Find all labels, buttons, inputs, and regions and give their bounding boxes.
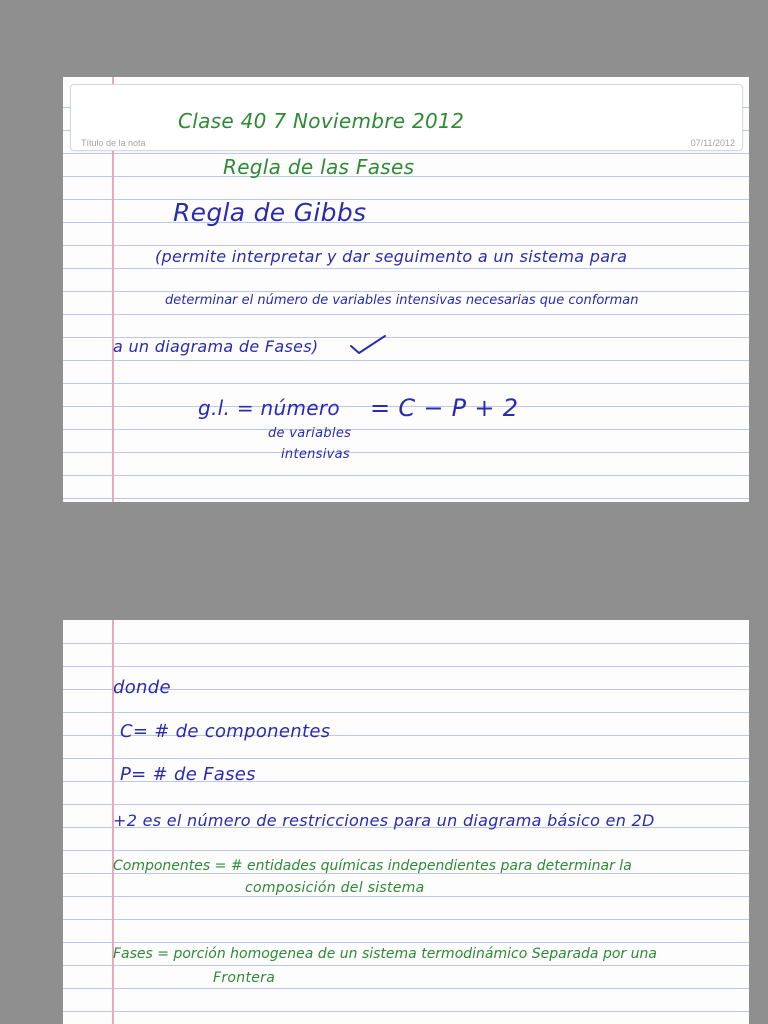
description-line-2: determinar el número de variables intensivas necesarias que conforman bbox=[165, 293, 639, 308]
note-page-1 bbox=[63, 77, 749, 502]
class-heading: Clase 40 7 Noviembre 2012 bbox=[178, 109, 465, 133]
description-line-1: (permite interpretar y dar seguimento a un sistema para bbox=[155, 247, 628, 266]
fases-definition-line-2: Frontera bbox=[213, 970, 276, 986]
formula-under-2: intensivas bbox=[281, 447, 351, 462]
donde-label: donde bbox=[113, 677, 171, 698]
definition-plus-two: +2 es el número de restricciones para un diagrama básico en 2D bbox=[113, 811, 655, 830]
fases-definition-line-1: Fases = porción homogenea de un sistema termodinámico Separada por una bbox=[113, 946, 657, 962]
note-title-date: 07/11/2012 bbox=[690, 138, 735, 148]
description-line-3: a un diagrama de Fases) bbox=[113, 337, 319, 356]
note-title-caption: Título de la nota bbox=[81, 138, 146, 148]
definition-p: P= # de Fases bbox=[120, 764, 256, 785]
checkmark-icon bbox=[348, 332, 388, 358]
formula-under-1: de variables bbox=[268, 426, 352, 441]
formula-gl: g.l. = número bbox=[198, 396, 340, 420]
phase-rule-heading: Regla de las Fases bbox=[223, 155, 415, 179]
componentes-definition-line-2: composición del sistema bbox=[245, 880, 425, 896]
formula-rhs: = C − P + 2 bbox=[370, 394, 519, 422]
componentes-definition-line-1: Componentes = # entidades químicas independientes para determinar la bbox=[113, 858, 632, 874]
definition-c: C= # de componentes bbox=[120, 721, 331, 742]
gibbs-rule-heading: Regla de Gibbs bbox=[173, 198, 367, 227]
note-page-2 bbox=[63, 620, 749, 1024]
